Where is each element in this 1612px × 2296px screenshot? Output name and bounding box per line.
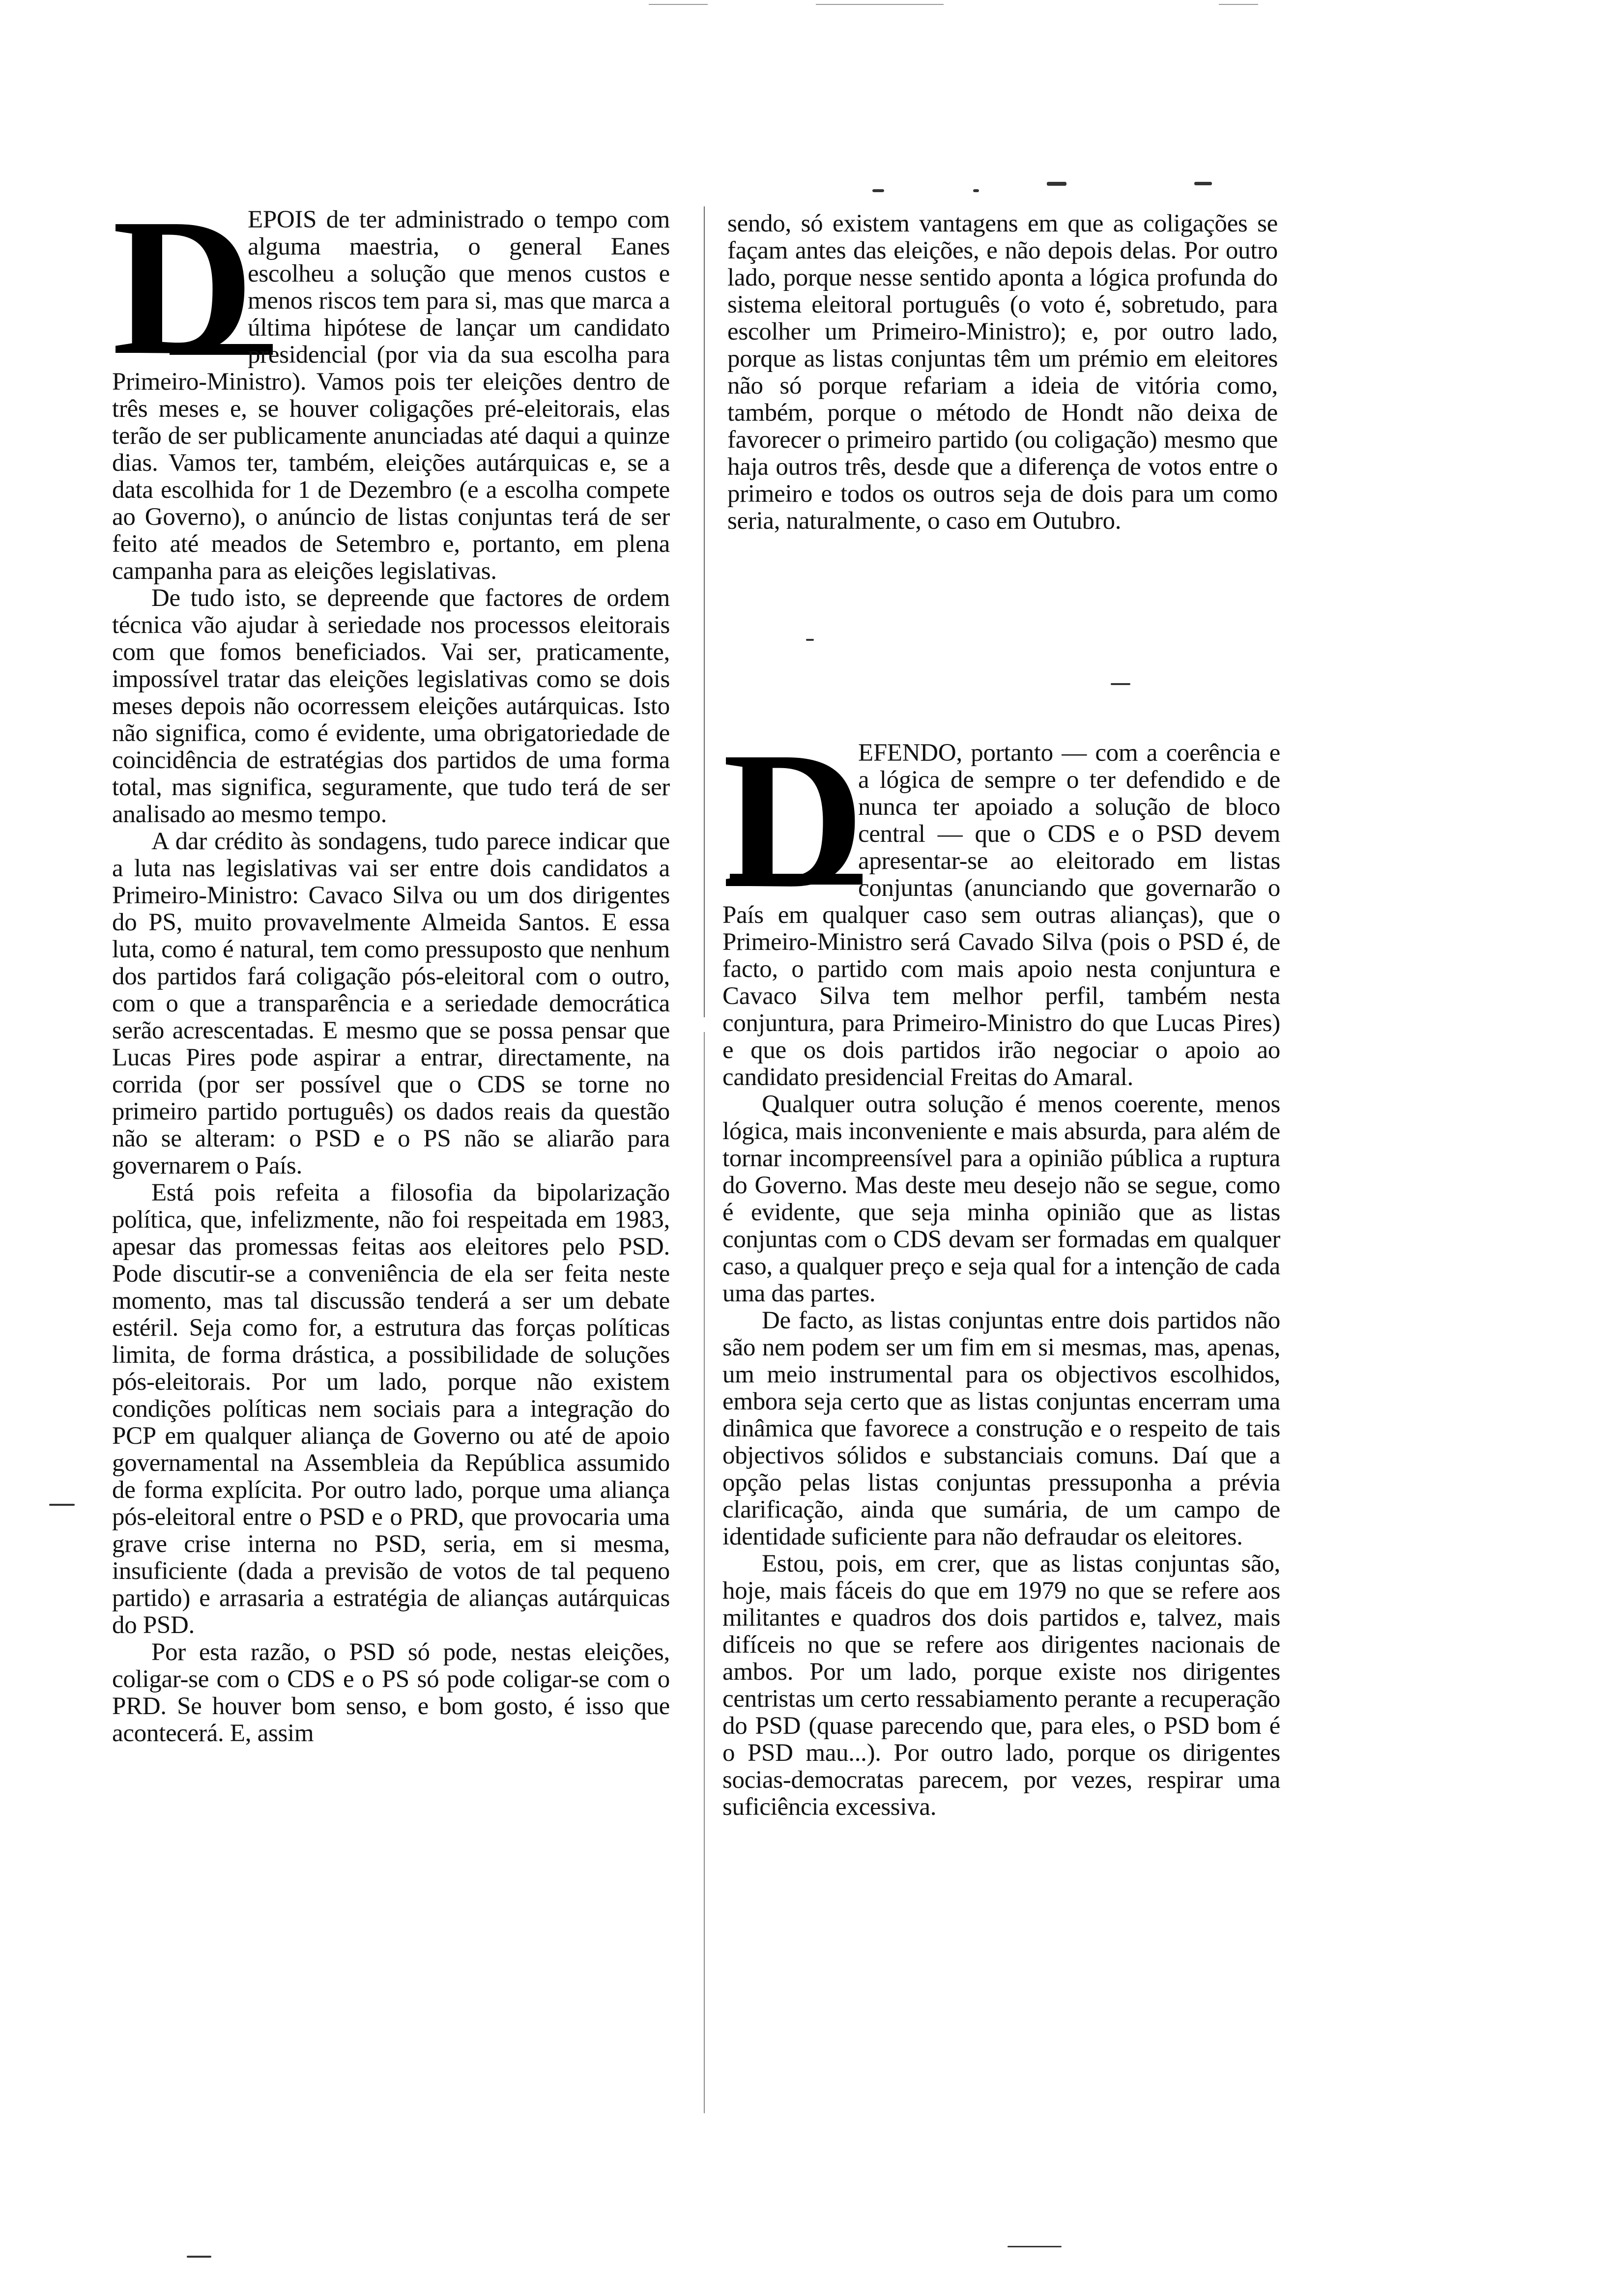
right-column-top	[727, 210, 1278, 535]
paragraph: A dar crédito às sondagens, tudo parece indicar que a luta nas legislativas vai ser entre dois candidatos a Primeiro-Ministro: Cavaco Silva ou um dos dirigentes do PS, muito provavelmente Almeida Santos. E essa luta, como é natural, tem como pressuposto que nenhum dos partidos fará coligação pós-eleitoral com o outro, com o que a transparência e a seriedade democrática serão acrescentadas. E mesmo que se possa pensar que Lucas Pires pode aspirar a entrar, directamente, na corrida (por ser possível que o CDS se torne no primeiro partido português) os dados reais da questão não se alteram: o PSD e o PS não se aliarão para governarem o País.	[112, 828, 670, 1179]
right-column-bottom	[722, 711, 1280, 1821]
scan-speck	[187, 2256, 211, 2258]
scan-speck	[806, 639, 814, 641]
left-column	[112, 178, 670, 1747]
drop-cap-letter: D	[722, 711, 864, 929]
scan-edge-line	[816, 4, 944, 5]
paragraph: Qualquer outra solução é menos coerente, menos lógica, mais inconveniente e mais absurda, para além de tornar incompreensível para a opinião pública a ruptura do Governo. Mas deste meu desejo não se segue, como é evidente, que seja minha opinião que as listas conjuntas com o CDS devam ser formadas em qualquer caso, a qualquer preço e seja qual for a intenção de cada uma das partes.	[722, 1091, 1280, 1307]
paragraph: Estou, pois, em crer, que as listas conjuntas são, hoje, mais fáceis do que em 1979 no que se refere aos militantes e quadros dos dois partidos e, talvez, mais difíceis no que se refere aos dirigentes nacionais de ambos. Por um lado, porque existe nos dirigentes centristas um certo ressabiamento perante a recuperação do PSD (quase parecendo que, para eles, o PSD bom é o PSD mau...). Por outro lado, porque os dirigentes socias-democratas parecem, por vezes, respirar uma suficiência excessiva.	[722, 1550, 1280, 1821]
paragraph: De tudo isto, se depreende que factores de ordem técnica vão ajudar à seriedade nos processos eleitorais com que fomos beneficiados. Vai ser, praticamente, impossível tratar das eleições legislativas como se dois meses depois não ocorressem eleições autárquicas. Isto não significa, como é evidente, uma obrigatoriedade de coincidência de estratégias dos partidos de uma forma total, mas significa, seguramente, que tudo terá de ser analisado ao mesmo tempo.	[112, 584, 670, 828]
paragraph: EPOIS de ter administrado o tempo com alguma maestria, o general Eanes escolheu a solução que menos custos e menos riscos tem para si, mas que marca a última hipótese de lançar um candidato presidencial (por via da sua escolha para Primeiro-Ministro). Vamos pois ter eleições dentro de três meses e, se houver coligações pré-eleitorais, elas terão de ser publicamente anunciadas até daqui a quinze dias. Vamos ter, também, eleições autárquicas e, se a data escolhida for 1 de Dezembro (e a escolha compete ao Governo), o anúncio de listas conjuntas terá de ser feito até meados de Setembro e, portanto, em plena campanha para as eleições legislativas.	[112, 206, 670, 585]
paragraph: sendo, só existem vantagens em que as coligações se façam antes das eleições, e não depois delas. Por outro lado, porque nesse sentido aponta a lógica profunda do sistema eleitoral português (o voto é, sobretudo, para escolher um Primeiro-Ministro); e, por outro lado, porque as listas conjuntas têm um prémio em eleitores não só porque refariam a ideia de vitória como, também, porque o método de Hondt não deixa de favorecer o primeiro partido (ou coligação) mesmo que haja outros três, desde que a diferença de votos entre o primeiro e todos os outros seja de dois para um como seria, naturalmente, o caso em Outubro.	[727, 210, 1278, 535]
paragraph: Por esta razão, o PSD só pode, nestas eleições, coligar-se com o CDS e o PS só pode coligar-se com o PRD. Se houver bom senso, e bom gosto, é isso que acontecerá. E, assim	[112, 1638, 670, 1747]
paragraph: EFENDO, portanto — com a coerência e a lógica de sempre o ter defendido e de nunca ter apoiado a solução de bloco central — que o CDS e o PSD devem apresentar-se ao eleitorado em listas conjuntas (anunciando que governarão o País em qualquer caso sem outras alianças), que o Primeiro-Ministro será Cavado Silva (pois o PSD é, de facto, o partido com mais apoio nesta conjuntura e Cavaco Silva tem melhor perfil, também nesta conjuntura, para Primeiro-Ministro do que Lucas Pires) e que os dois partidos irão negociar o apoio ao candidato presidencial Freitas do Amaral.	[722, 739, 1280, 1091]
scan-edge-line	[649, 4, 708, 5]
scan-speck	[872, 189, 884, 192]
paragraph: Está pois refeita a filosofia da bipolarização política, que, infelizmente, não foi respeitada em 1983, apesar das promessas feitas aos eleitores pelo PSD. Pode discutir-se a conveniência de ela ser feita neste momento, mas tal discussão tenderá a ser um debate estéril. Seja como for, a estrutura das forças políticas limita, de forma drástica, a possibilidade de soluções pós-eleitorais. Por um lado, porque não existem condições políticas nem sociais para a integração do PCP em qualquer aliança de Governo ou até de apoio governamental na Assembleia da República assumido de forma explícita. Por outro lado, porque uma aliança pós-eleitoral entre o PSD e o PRD, que provocaria uma grave crise interna no PSD, seria, em si mesma, insuficiente (dada a previsão de votos de tal pequeno partido) e arrasaria a estratégia de alianças autárquicas do PSD.	[112, 1179, 670, 1639]
scan-edge-line	[1219, 4, 1258, 5]
scan-speck	[1008, 2246, 1062, 2247]
drop-cap-letter: D	[112, 178, 254, 396]
scan-speck	[973, 189, 979, 192]
column-divider	[704, 1032, 705, 2113]
scan-speck	[49, 1504, 75, 1506]
column-divider	[704, 206, 705, 1017]
paragraph: De facto, as listas conjuntas entre dois partidos não são nem podem ser um fim em si mesmas, mas, apenas, um meio instrumental para os objectivos escolhidos, embora seja certo que as listas conjuntas encerram uma dinâmica que favorece a construção e o respeito de tais objectivos sólidos e substanciais comuns. Daí que a opção pelas listas conjuntas pressuponha a prévia clarificação, ainda que sumária, de um campo de identidade suficiente para não defraudar os eleitores.	[722, 1307, 1280, 1550]
scan-speck	[1111, 683, 1130, 685]
scan-speck	[1047, 182, 1066, 186]
scan-speck	[1194, 182, 1212, 185]
